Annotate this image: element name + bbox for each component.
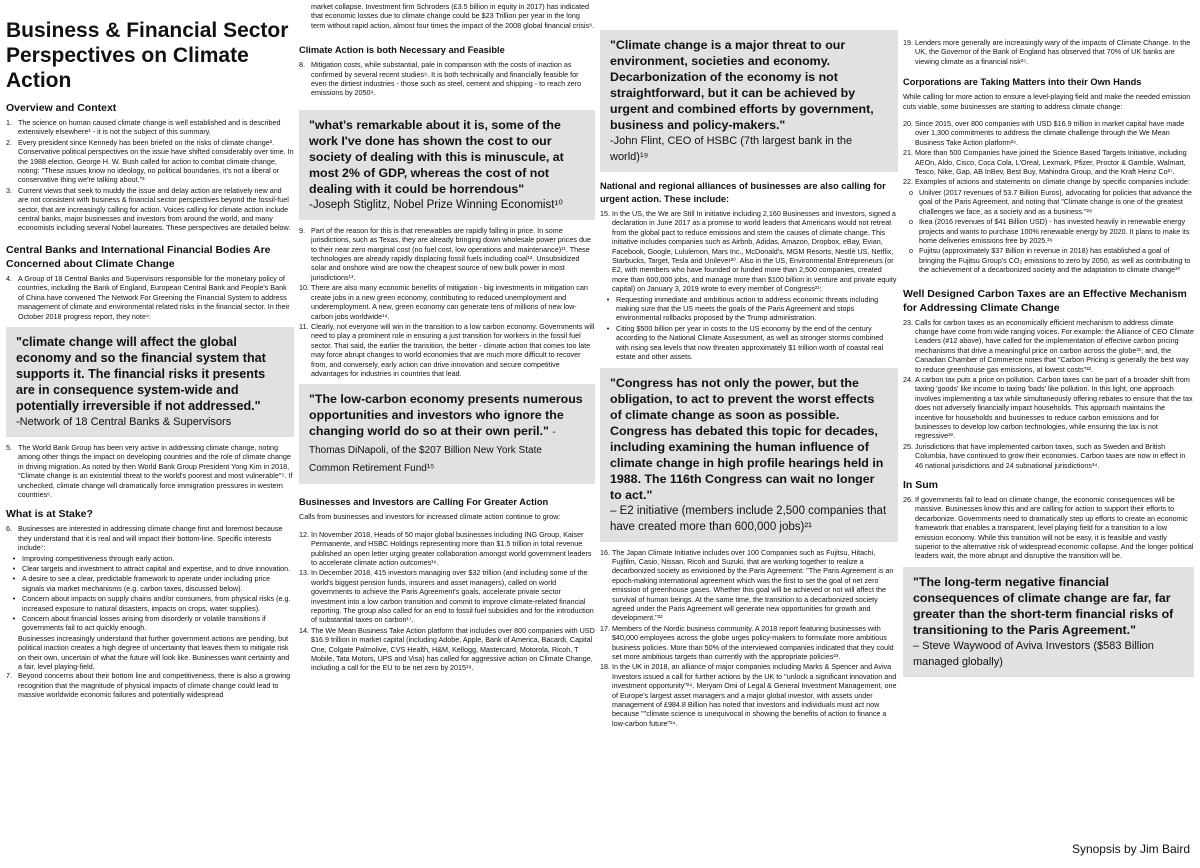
quote-stiglitz: [299, 110, 595, 220]
item-number: 1.: [6, 118, 12, 127]
item-text: Beyond concerns about their bottom line and competitiveness, there is also a growing recognition that the magnitude of physical impacts of climate change could lead to massive worldwide economic failures and potentially widespread: [18, 671, 291, 700]
item-number: 3.: [6, 185, 12, 195]
alliance-bullets: [600, 295, 898, 362]
heading-necessary: Climate Action is both Necessary and Feasible: [299, 45, 505, 56]
item-text: Since 2015, over 800 companies with USD $16.9 trillion in market capital have made over 1,300 commitments to address the climate challenge through the We Mean Business Take Action platform²⁶.: [915, 119, 1185, 147]
list-item: [903, 177, 1194, 186]
bullet-text: Concern about impacts on supply chains and/or consumers, from physical risks (e.g. increased exposure to natural disasters, impacts on crops, water supplies).: [22, 594, 291, 613]
item-number: 17.: [600, 623, 610, 633]
central-list: [6, 274, 294, 321]
central2-list: [6, 443, 294, 499]
heading-carbon-taxes: Well Designed Carbon Taxes are an Effective Mechanism for Addressing Climate Change: [903, 287, 1187, 314]
item-text: A Group of 18 Central Banks and Supervisors responsible for the monetary policy of countries, including the Bank of England, European Central Bank and People's Bank of China have convened The Network For Greening the Financial System to address management of climate and environmental related risks in the financial sector. In their October 2018 progress report, they note⁴:: [18, 273, 290, 321]
investors-list: [299, 530, 595, 673]
stake-bullets: [6, 554, 294, 633]
item-number: 10.: [299, 283, 309, 293]
bullet-text: Fujitsu (approximately $37 Billion in revenue in 2018) has established a goal of bringing the Fujitsu Group's CO₂ emissions to zero by 2050, as well as contributing to the achievement of a decarbonized society and the adaptation to climate change³⁰: [919, 246, 1191, 275]
item-number: 21.: [903, 148, 913, 158]
page-title: Business & Financial Sector Perspectives on Climate Action: [6, 19, 289, 92]
list-item: [903, 495, 1194, 561]
heading-corporations: Corporations are Taking Matters into their Own Hands: [903, 77, 1142, 88]
heading-overview: Overview and Context: [6, 102, 117, 114]
list-item: [600, 624, 898, 662]
column-2: [299, 0, 595, 868]
item-text: Jurisdictions that have implemented carbon taxes, such as Sweden and British Columbia, have continued to grow their economies. Carbon taxes are now in effect in 46 national jurisdictions and 24 subnational jurisdictions³⁴.: [915, 441, 1186, 470]
quote-central-banks: [6, 327, 294, 437]
item-number: 9.: [299, 225, 305, 235]
bullet-icon: o: [909, 246, 913, 256]
item-text: Lenders more generally are increasingly wary of the impacts of Climate Change. In the UK, the Governor of the Bank of England has observed that 70% of UK banks are viewing climate as a financial risk²⁵.: [915, 38, 1191, 66]
list-item: [903, 119, 1194, 147]
item-number: 26.: [903, 495, 913, 505]
item-text: In the UK in 2018, an alliance of major companies including Marks & Spencer and Aviva Investors issued a call for further actions by the UK to "unlock a significant innovation and investment opportunity"²⁴. Meryam Omi of Legal & General Investment Management, one of Europe's largest asset managers and a major global investor, with assets under management of £984.8 Billion has noted that investors and individuals must act now because ""climate science is unequivocal in showing the benefits of action to finance a low-carbon future"²⁴.: [612, 662, 897, 728]
stake-paragraph: Businesses increasingly understand that further government actions are pending, but political inaction creates a high degree of uncertainty that leaves them to mitigate risk on their own, uncertain of what the future will look like. Businesses want certainty and a fair, level playing-field.: [18, 633, 290, 672]
bullet-item: [903, 217, 1194, 245]
item-text: If governments fail to lead on climate change, the economic consequences will be massive. Businesses know this and are calling for action to support their efforts to decarbonize. Governments need to dramatically step up efforts to create an economic framework that enables a transparent, level playing field for a transition to a low emission economy. While this transition will not be easy, it is feasible and vastly superior to the alternative risk of widespread economic collapse. And the longer political leaders wait, the more abrupt and disruptive the transition will be.: [915, 495, 1194, 561]
item-number: 20.: [903, 119, 913, 129]
list-item: [600, 209, 898, 294]
bullet-item: [903, 246, 1194, 274]
signature: Synopsis by Jim Baird: [1071, 842, 1190, 856]
overview-list: [6, 118, 294, 233]
quote-text: "climate change will affect the global economy and so the financial system that supports it. The financial risks it presents are in consequence system-wide and potentially irreversible if not addressed.": [16, 334, 266, 413]
bullet-icon: o: [909, 187, 913, 197]
bullet-icon: •: [606, 294, 610, 304]
list-item: [903, 38, 1194, 66]
quote-attribution: – E2 initiative (members include 2,500 companies that have created more than 600,000 jobs)²¹: [610, 504, 887, 533]
corps-bullets: [903, 188, 1194, 275]
item-number: 8.: [299, 60, 305, 70]
alliances2-list: [600, 548, 898, 729]
list-item: [6, 118, 294, 137]
quote-attribution: – Steve Waywood of Aviva Investors ($583 Billion managed globally): [913, 639, 1154, 668]
stake-list: [6, 524, 294, 552]
item-number: 22.: [903, 177, 913, 187]
list-item: [299, 322, 595, 378]
item-text: There are also many economic benefits of mitigation - big investments in mitigation can create jobs in a new green economy, contributing to reduced unemployment and underemployment. A new, green economy can generate tens of millions of new low-carbon jobs worldwide¹⁴.: [311, 283, 588, 321]
bullet-text: Requesting immediate and ambitious action to address economic threats including making sure that the US meets the goals of the Paris Agreement and stops environmental rollbacks proposed by the Trump administration.: [616, 294, 879, 323]
list-item: [903, 442, 1194, 470]
bullet-item: [6, 614, 294, 633]
heading-investors: Businesses and Investors are Calling For Greater Action: [299, 497, 549, 508]
heading-central-banks: Central Banks and International Financial Bodies Are Concerned about Climate Change: [6, 243, 271, 270]
item-text: Examples of actions and statements on climate change by specific companies include:: [915, 177, 1190, 187]
list-item: [299, 226, 595, 282]
bullet-icon: •: [12, 594, 16, 604]
item-number: 6.: [6, 524, 12, 534]
column-1: [6, 0, 294, 868]
quote-dinapoli: [299, 384, 595, 484]
bullet-icon: •: [12, 614, 16, 623]
item-text: Clearly, not everyone will win in the transition to a low carbon economy. Governments will need to play a prominent role in ensuring a just transition for workers in the fossil fuel sector. That said, the earlier the transition, the better - climate action that comes too late may force abrupt changes to world economies that are much more difficult to recover from, and conversely, early action can drive innovation and secure competitive advantages for industries in countries that lead.: [311, 321, 595, 378]
quote-attribution: -Network of 18 Central Banks & Supervisors: [16, 415, 232, 428]
bullet-item: [6, 564, 294, 573]
bullet-item: [6, 574, 294, 593]
list-item: [6, 138, 294, 185]
quote-text: "Climate change is a major threat to our environment, societies and economy. Decarbonization of the economy is not straightforward, but it can be achieved by urgent and combined efforts by government, business and policy-makers.": [610, 38, 874, 132]
item-text: A carbon tax puts a price on pollution. Carbon taxes can be part of a broader shift from taxing 'goods' like income to taxing 'bads' like pollution. In this light, one approach involves implementing a tax while simultaneously offering rebates to ensure that the tax does not adversely financially impact households. This approach maintains the incentive for households and businesses to reduce carbon emissions and for businesses to develop low carbon technologies, while ensuring the tax is not regressive³³.: [915, 374, 1193, 441]
continued-paragraph: market collapse. Investment firm Schroders (£3.5 billion in equity in 2017) has indicated that economic losses due to climate change could be $23 Trillion per year in the long term without rapid action, almost four times the impact of the 2008 global financial crisis⁸.: [311, 2, 595, 30]
item-text: The science on human caused climate change is well established and is described extensively elsewhere¹ - it is not the subject of this summary.: [18, 118, 281, 137]
list-item: [299, 283, 595, 321]
item-text: Calls for carbon taxes as an economically efficient mechanism to address climate change have come from wide ranging voices. For example: the Alliance of CEO Climate Leaders (#12 above), have called for the implementation of effective carbon pricing mechanisms that drive a meaningful price on carbon across the globe³¹; and, the Canadian Chamber of Commerce notes that "Carbon Pricing is generally the best way to reduce greenhouse gas emissions, at lowest costs"³².: [915, 317, 1194, 374]
list-item: [903, 318, 1194, 374]
list-item: [903, 148, 1194, 176]
item-text: The World Bank Group has been very active in addressing climate change, noting among other things the impact on developing countries and the role of climate change in driving migration. As noted by then World Bank Group President Yong Kim in 2018, "Climate change is an existential threat to the world's poorest and most vulnerable"⁵. If unchecked, climate change will dramatically force immigration pressures in western countries⁶.: [18, 442, 293, 499]
item-number: 19.: [903, 38, 913, 47]
item-number: 16.: [600, 547, 610, 557]
item-number: 25.: [903, 441, 913, 451]
quote-attribution: - Thomas DiNapoli, of the $207 Billion New York State Common Retirement Fund¹⁵: [309, 427, 556, 475]
item-number: 12.: [299, 529, 309, 539]
list-item: [600, 662, 898, 728]
list-item: [6, 671, 294, 699]
quote-text: "Congress has not only the power, but the obligation, to act to prevent the worst effects of climate change as soon as possible. Congress has debated this topic for decades, including examining the human influence of climate change in high profile hearings held in 1988. The 116th Congress can wait no longer to act.": [610, 375, 884, 502]
list-item: [6, 524, 294, 552]
quote-text: "what's remarkable about it is, some of the work I've done has shown the cost to our society of dealing with this is minuscule, at most 2% of GDP, whereas the cost of not dealing with it could be horrendous": [309, 117, 564, 196]
list-item: [299, 530, 595, 568]
item-number: 13.: [299, 568, 309, 578]
item-number: 18.: [600, 662, 610, 672]
list-item: [299, 60, 595, 98]
quote-attribution: -John Flint, CEO of HSBC (7th largest bank in the world)¹⁹: [610, 135, 853, 163]
list-item: [299, 626, 595, 673]
column-3: [600, 0, 898, 868]
bullet-text: Citing $500 billion per year in costs to the US economy by the end of the century according to the National Climate Assessment, as well as stronger storms combined with rising sea levels that now threaten approximately $1 trillion worth of coastal real estate and other assets.: [616, 323, 884, 362]
bullet-item: [6, 554, 294, 563]
bullet-text: Clear targets and investment to attract capital and expertise, and to drive innovation.: [22, 563, 291, 573]
item-text: Mitigation costs, while substantial, pale in comparison with the costs of inaction as confirmed by several recent studies⁹. It is both technically and financially feasible for even the dirtiest industries - those such as steel, cement and shipping - to reach zero emissions by 2050⁹.: [311, 60, 582, 98]
item-number: 23.: [903, 317, 913, 327]
item-text: In the US, the We are Still In initiative including 2,160 Businesses and Investors, signed a declaration in June 2017 as a promise to world leaders that Americans would not retreat from the global pact to reduce emissions and stem the causes of climate change. This initiative includes companies such as Airbnb, Adidas, Amazon, Dropbox, eBay, Evian, Facebook, Google, Lululemon, Mars Inc., McDonald's, MGM Resorts, Nestlé US, Netflix, Starbucks, Target, Tesla and Unilever²⁰. Also in the US, Environmental Entrepreneurs (or E2, with members who have founded or funded more than 2,500 companies, created more than 600,000 jobs, and manage more than $100 billion in venture and private equity capital) on January 3, 2019 wrote to every member of Congress²¹:: [612, 209, 897, 294]
bullet-item: [6, 594, 294, 613]
bullet-item: [903, 188, 1194, 216]
item-text: The We Mean Business Take Action platform that includes over 800 companies with USD $16.9 trillion in market capital (including Adobe, Apple, Bank of America, Bacardi, Capital One, Colgate Palmolive, CVS Health, H&M, Kellogg, Mastercard, Motorola, Ricoh, T Mobile, Tata Motors, UPS and Visa) has called for aggressive action on Climate Change, including a call for the EU to be net zero by 2015¹⁸.: [311, 625, 595, 673]
quote-attribution: -Joseph Stiglitz, Nobel Prize Winning Economist¹⁰: [309, 198, 563, 211]
item-number: 7.: [6, 671, 12, 681]
taxes-list: [903, 318, 1194, 471]
bullet-icon: •: [12, 553, 16, 563]
item-text: In November 2018, Heads of 50 major global businesses including ING Group, Kaiser Permanente, and HSBC Holdings representing more than $1.5 trillion in total revenue published an open letter urging greater collaboration amongst world government leaders to accelerate climate action outcomes¹⁶.: [311, 529, 592, 567]
bullet-icon: •: [606, 323, 610, 333]
corps-list: [903, 119, 1194, 187]
item-text: Current views that seek to muddy the issue and delay action are relatively new and are not consistent with business & financial sector perspectives beyond the fossil-fuel sector, that are increasingly calling for action. Voices calling for climate action include central banks, major businesses and investors from around the world, and many economists including several Nobel laureates. These perspectives are detailed below.: [18, 185, 291, 233]
bullet-icon: •: [12, 574, 16, 584]
quote-e2: [600, 368, 898, 542]
item-text: The Japan Climate Initiative includes over 100 Companies such as Fujitsu, Hitachi, Fujifilm, Casio, Nissan, Ricoh and Suzuki, that are working together to realize a decarbonized society as envisioned by the Paris Agreement: "The Paris Agreement is an epoch-making international agreement which was the first to set the goal of net zero emission of greenhouse gases. Whether this goal will be achieved or not will affect the survival of human beings. At the same time, the transition to a decarbonized society agreed under the Paris Agreement will generate new opportunities for growth and development."²²: [612, 547, 894, 623]
bullet-item: [600, 295, 898, 323]
bullet-icon: •: [12, 563, 16, 573]
quote-waywood: [903, 567, 1194, 677]
bullet-text: Ikea (2016 revenues of $41 Billion USD) - has invested heavily in renewable energy projects and wants to purchase 100% renewable energy by 2020. It plans to make its home deliveries emissions free by 2025.²⁹: [919, 217, 1190, 245]
item-text: In December 2018, 415 investors managing over $32 trillion (and including some of the world's biggest pension funds, insurers and asset managers), called on world governments to achieve the Paris Agreement's goals, accelerate private sector investment into a low carbon transition and commit to improve climate-related financial reporting. The group also called for an end to fossil fuel subsidies and for the introduction of substantial taxes on carbon¹⁷.: [311, 568, 594, 625]
list-item: [6, 186, 294, 233]
item-text: Part of the reason for this is that renewables are rapidly falling in price. In some jurisdictions, such as Texas, they are already bringing down wholesale power prices due to their near zero marginal cost (no fuel cost, low operations and maintenance)¹¹. These technologies are already rapidly displacing fossil fuels including coal¹². Unsubsidized solar and onshore wind are now the cheapest source of new bulk power in most jurisdictions¹³.: [311, 225, 591, 282]
column-4: [903, 0, 1194, 868]
quote-flint: [600, 30, 898, 172]
top-list: [903, 38, 1194, 66]
heading-stake: What is at Stake?: [6, 508, 93, 521]
item-number: 5.: [6, 442, 12, 452]
item-number: 4.: [6, 273, 12, 283]
bullet-text: Unilver (2017 revenues of 53.7 Billion Euros), advocating for policies that advance the goal of the Paris Agreement, and noting that "Climate change is one of the greatest challenges we face, as a society and as a business."²⁸: [919, 187, 1192, 216]
bullet-text: A desire to see a clear, predictable framework to operate under including price signals via market mechanisms (e.g. carbon taxes, discussed below).: [22, 574, 271, 593]
list-item: [600, 548, 898, 623]
alliances-list: [600, 209, 898, 294]
heading-alliances: National and regional alliances of businesses are also calling for urgent action. These include:: [600, 181, 886, 204]
list-item: [903, 375, 1194, 441]
list-item: [6, 443, 294, 499]
item-text: Every president since Kennedy has been briefed on the risks of climate change². Conservative political perspectives on the issue have shifted considerably over time. In the 1988 election, George H. W. Bush called for action to combat climate change, noting: "These issues know no ideology, no political boundaries, it's not a liberal or conservative thing we're talking about."³: [18, 137, 294, 185]
stake2-list: [6, 671, 294, 699]
heading-in-sum: In Sum: [903, 479, 939, 492]
quote-text: "The low-carbon economy presents numerous opportunities and investors who ignore the changing world do so at their own peril.": [309, 392, 583, 439]
item-number: 24.: [903, 374, 913, 384]
necessary2-list: [299, 226, 595, 379]
bullet-icon: o: [909, 217, 913, 227]
item-number: 2.: [6, 137, 12, 147]
bullet-item: [600, 324, 898, 362]
item-text: Members of the Nordic business community. A 2018 report featuring businesses with $40,000 employees across the globe urges policy-makers to formulate more ambitious business policies. More than 50% of the interviewed companies indicated that they could set more ambitious targets than currently with the appropriate policies²³.: [612, 623, 894, 661]
list-item: [299, 568, 595, 624]
necessary-list: [299, 60, 595, 98]
bullet-text: Concern about financial losses arising from disorderly or volatile transitions if governments fail to act quickly enough.: [22, 614, 266, 633]
list-item: [6, 274, 294, 321]
investors-intro: Calls from businesses and investors for increased climate action continue to grow:: [299, 512, 561, 522]
item-number: 15.: [600, 209, 610, 218]
item-number: 11.: [299, 321, 309, 331]
item-text: More than 500 Companies have joined the Science Based Targets Initiative, including AEOn, Aldo, Cisco, Coca Cola, L'Oreal, Lexmark, Pfizer, Proctor & Gamble, Walmart, Tesco, Nike, Gap, AB InBev, Best Buy, Mahindra Group, and the Kraft Heinz Co²⁷.: [915, 148, 1187, 177]
corps-intro: While calling for more action to ensure a level-playing field and make the needed emission cuts viable, some businesses are starting to address climate change:: [903, 92, 1191, 111]
item-number: 14.: [299, 625, 309, 635]
item-text: Businesses are interested in addressing climate change first and foremost because they understand that it is real and will impact their bottom-line. Specific interests include⁷:: [18, 524, 283, 553]
bullet-text: Improving competitiveness through early action.: [22, 553, 175, 563]
quote-text: "The long-term negative financial consequences of climate change are far, far greater than the short-term financial risks of transitioning to the Paris Agreement.": [913, 574, 1174, 637]
sum-list: [903, 495, 1194, 561]
